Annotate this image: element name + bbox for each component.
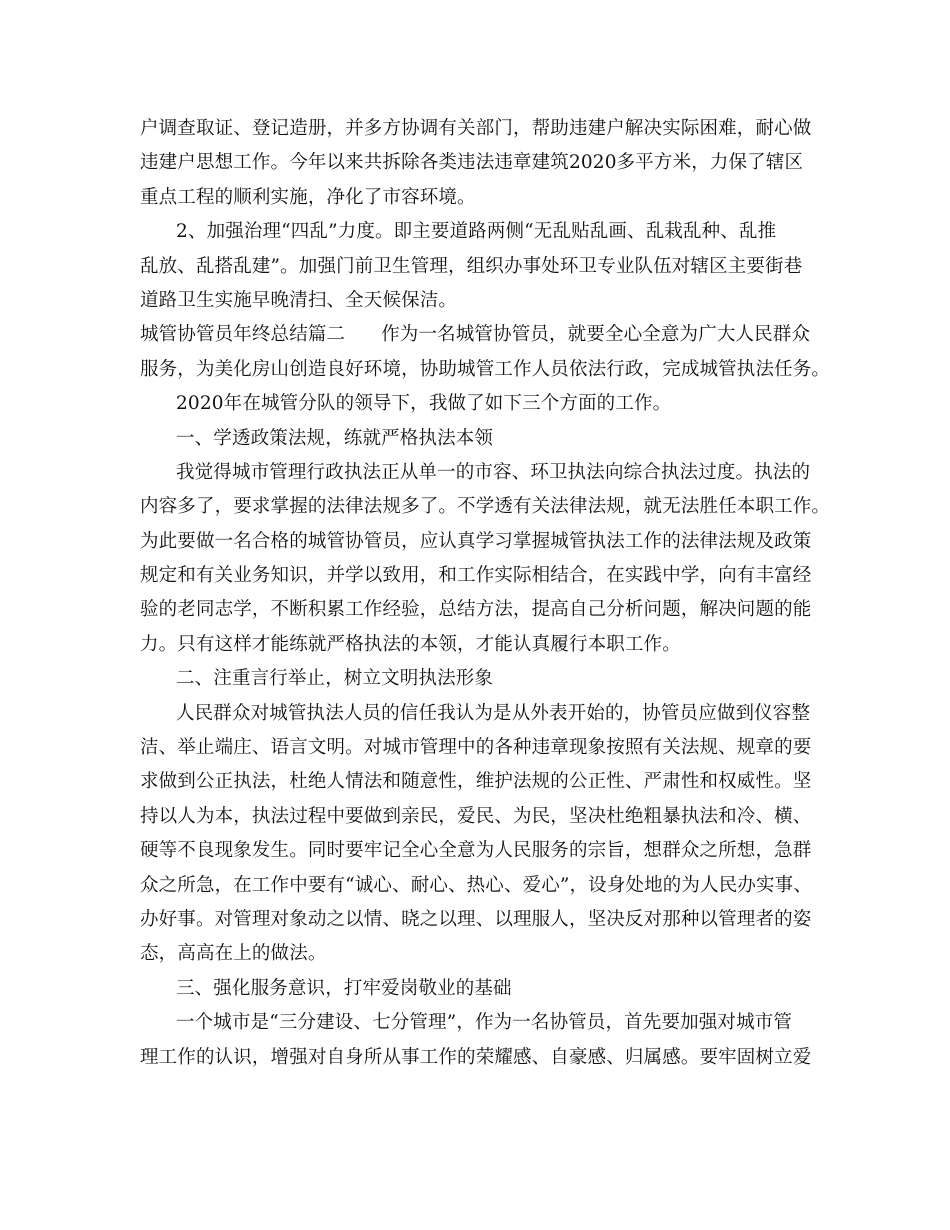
text-line: 乱放、乱搭乱建”。加强门前卫生管理，组织办事处环卫专业队伍对辖区主要街巷	[140, 255, 803, 277]
subheading-line: 一、学透政策法规，练就严格执法本领	[176, 427, 494, 449]
text-line: 态，高高在上的做法。	[140, 943, 327, 965]
subheading-line: 三、强化服务意识，打牢爱岗敬业的基础	[176, 977, 512, 999]
text-line: 2020年在城管分队的领导下，我做了如下三个方面的工作。	[176, 393, 672, 415]
text-line: 力。只有这样才能练就严格执法的本领，才能认真履行本职工作。	[140, 633, 681, 655]
section-heading-line	[140, 318, 826, 352]
text-line: 一个城市是“三分建设、七分管理”，作为一名协管员，首先要加强对城市管	[176, 1012, 793, 1034]
text-line: 违建户思想工作。今年以来共拆除各类违法违章建筑2020多平方米，力保了辖区	[140, 152, 804, 174]
text-line: 理工作的认识，增强对自身所从事工作的荣耀感、自豪感、归属感。要牢固树立爱	[140, 1046, 812, 1068]
section-heading: 城管协管员年终总结篇二	[140, 324, 346, 346]
text-line: 洁、举止端庄、语言文明。对城市管理中的各种违章现象按照有关法规、规章的要	[140, 737, 812, 759]
document-body	[140, 112, 831, 1075]
text-line: 服务，为美化房山创造良好环境，协助城管工作人员依法行政，完成城管执法任务。	[140, 358, 831, 380]
text-line: 户调查取证、登记造册，并多方协调有关部门，帮助违建户解决实际困难，耐心做	[140, 118, 812, 139]
text-line: 硬等不良现象发生。同时要牢记全心全意为人民服务的宗旨，想群众之所想，急群	[140, 840, 812, 862]
text-line: 众之所急，在工作中要有“诚心、耐心、热心、爱心”，设身处地的为人民办实事、	[140, 874, 812, 896]
text-line: 重点工程的顺利实施，净化了市容环境。	[140, 186, 476, 208]
section-heading-text: 作为一名城管协管员，就要全心全意为广大人民群众	[381, 324, 811, 346]
text-line: 持以人为本，执法过程中要做到亲民，爱民、为民，坚决杜绝粗暴执法和冷、横、	[140, 805, 812, 827]
text-line: 办好事。对管理对象动之以情、晓之以理、以理服人，坚决反对那种以管理者的姿	[140, 908, 812, 930]
subheading-line: 二、注重言行举止，树立文明执法形象	[176, 668, 494, 690]
text-line: 为此要做一名合格的城管协管员，应认真学习掌握城管执法工作的法律法规及政策	[140, 530, 812, 552]
text-line: 我觉得城市管理行政执法正从单一的市容、环卫执法向综合执法过度。执法的	[176, 461, 811, 483]
text-line: 求做到公正执法，杜绝人情法和随意性，维护法规的公正性、严肃性和权威性。坚	[140, 771, 812, 793]
text-line: 道路卫生实施早晚清扫、全天候保洁。	[140, 289, 458, 311]
text-line: 2、加强治理“四乱”力度。即主要道路两侧“无乱贴乱画、乱栽乱种、乱推	[176, 221, 777, 243]
text-line: 规定和有关业务知识，并学以致用，和工作实际相结合，在实践中学，向有丰富经	[140, 565, 812, 587]
text-line: 验的老同志学，不断积累工作经验，总结方法，提高自己分析问题，解决问题的能	[140, 599, 812, 621]
text-line: 内容多了，要求掌握的法律法规多了。不学透有关法律法规，就无法胜任本职工作。	[140, 496, 831, 518]
text-line: 人民群众对城管执法人员的信任我认为是从外表开始的，协管员应做到仪容整	[176, 702, 811, 724]
